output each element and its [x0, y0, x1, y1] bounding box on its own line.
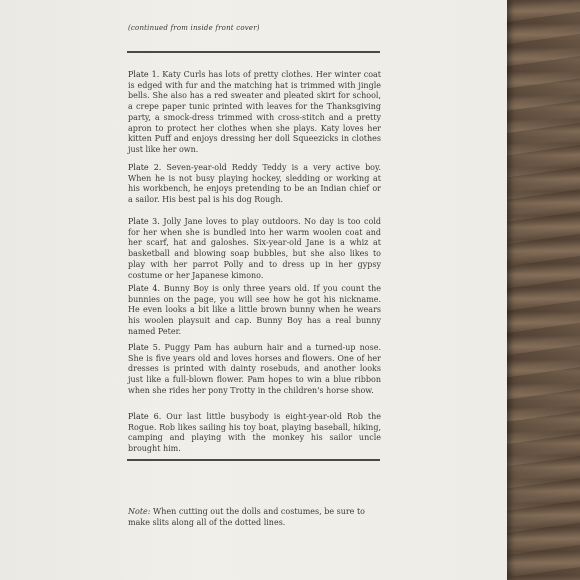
continued-note: (continued from inside front cover) — [128, 24, 260, 32]
cutting-note — [128, 507, 381, 528]
plate-3-description — [128, 217, 381, 281]
plate-2-label: Plate 2. — [128, 163, 162, 172]
plate-3-label: Plate 3. — [128, 217, 160, 226]
plate-6-label: Plate 6. — [128, 412, 162, 421]
plate-1-description — [128, 70, 381, 156]
plate-1-text: Katy Curls has lots of pretty clothes. Her winter coat is edged with fur and the matching hat is trimmed with jingle bells. She also has a red sweater and pleated skirt for school, a crepe paper tunic printed with leaves for the Thanksgiving party, a smock-dress trimmed with cross-stitch and a pretty apron to protect her clothes when she plays. Katy loves her kitten Puff and enjoys dressing her doll Squeezicks in clothes just like her own. — [128, 70, 382, 154]
plate-4-label: Plate 4. — [128, 284, 161, 293]
note-label: Note: — [128, 507, 151, 516]
plate-5-label: Plate 5. — [128, 343, 161, 352]
plate-1-label: Plate 1. — [128, 70, 160, 79]
plate-5-description — [128, 343, 381, 397]
plate-6-description — [128, 412, 381, 455]
wood-grain — [505, 0, 580, 580]
plate-5-text: Puggy Pam has auburn hair and a turned-up nose. She is five years old and loves horses and flowers. One of her dresses is printed with dainty rosebuds, and another looks just like a full-blown flower. Pam hopes to win a blue ribbon when she rides her pony Trotty in the children's horse show. — [128, 343, 381, 395]
note-text: When cutting out the dolls and costumes, be sure to make slits along all of the dotted lines. — [128, 507, 365, 527]
plate-6-text: Our last little busybody is eight-year-old Rob the Rogue. Rob likes sailing his toy boat, playing baseball, hiking, camping and playing with the monkey his sailor uncle brought him. — [128, 412, 382, 454]
bottom-rule-divider — [127, 459, 380, 461]
plate-4-description — [128, 284, 381, 338]
top-rule-divider — [127, 51, 380, 53]
plate-2-description — [128, 163, 381, 206]
plate-4-text: Bunny Boy is only three years old. If you count the bunnies on the page, you will see how he got his nickname. He even looks a bit like a little brown bunny when he wears his woolen playsuit and cap. Bunny Boy has a real bunny named Peter. — [128, 284, 382, 336]
plate-3-text: Jolly Jane loves to play outdoors. No day is too cold for her when she is bundled into her warm woolen coat and her scarf, hat and galoshes. Six-year-old Jane is a whiz at basketball and blowing soap bubbles, but she also likes to play with her parrot Polly and to dress up in her gypsy costume or her Japanese kimono. — [128, 217, 382, 280]
plate-2-text: Seven-year-old Reddy Teddy is a very active boy. When he is not busy playing hockey, sledding or working at his workbench, he enjoys pretending to be an Indian chief or a sailor. His best pal is his dog Rough. — [128, 163, 382, 205]
